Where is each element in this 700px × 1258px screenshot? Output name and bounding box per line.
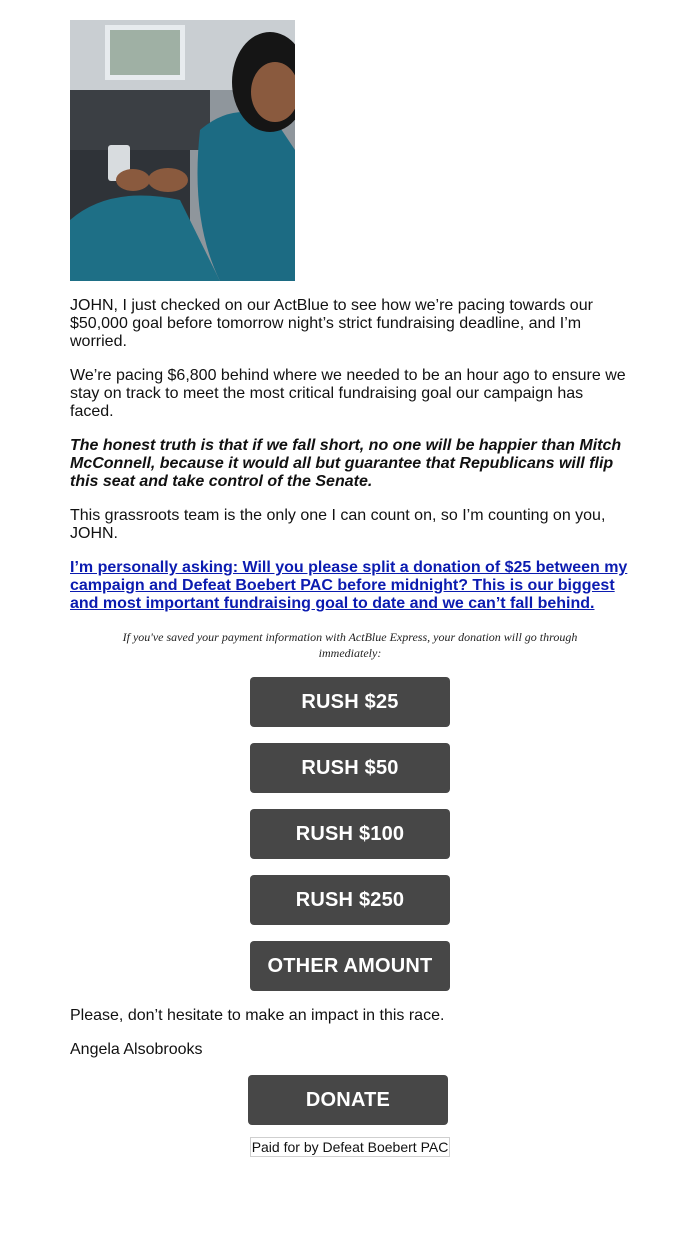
signature: Angela Alsobrooks	[70, 1041, 203, 1058]
paragraph-pacing: JOHN, I just checked on our ActBlue to see how we’re pacing towards our $50,000 goal before tomorrow night’s strict fundraising deadline, and I’m worried.	[70, 297, 593, 350]
ask-paragraph	[70, 559, 630, 613]
actblue-express-note: If you've saved your payment information with ActBlue Express, your donation will go through immediately:	[122, 630, 578, 660]
closing-line: Please, don’t hesitate to make an impact in this race.	[70, 1007, 445, 1024]
rush-100-button[interactable]: RUSH $100	[250, 809, 450, 859]
paragraph-behind: We’re pacing $6,800 behind where we needed to be an hour ago to ensure we stay on track to meet the most critical fundraising goal our campaign has faced.	[70, 367, 626, 420]
paragraph-honest-truth: The honest truth is that if we fall short, no one will be happier than Mitch McConnell, because it would all but guarantee that Republicans will flip this seat and take control of the Senate.	[70, 437, 622, 490]
candidate-photo	[70, 20, 295, 281]
paragraph-grassroots: This grassroots team is the only one I can count on, so I’m counting on you, JOHN.	[70, 507, 606, 542]
donation-ask-link[interactable]: I’m personally asking: Will you please split a donation of $25 between my campaign and Defeat Boebert PAC before midnight? This is our biggest and most important fundraising goal to date and we can’t fall behind.	[70, 559, 628, 612]
rush-25-button[interactable]: RUSH $25	[250, 677, 450, 727]
candidate-photo-image	[70, 20, 295, 281]
paid-for-disclaimer: Paid for by Defeat Boebert PAC	[251, 1139, 449, 1155]
rush-250-button[interactable]: RUSH $250	[250, 875, 450, 925]
other-amount-button[interactable]: OTHER AMOUNT	[250, 941, 450, 991]
donate-button[interactable]: DONATE	[248, 1075, 448, 1125]
message-content	[70, 297, 630, 629]
rush-50-button[interactable]: RUSH $50	[250, 743, 450, 793]
